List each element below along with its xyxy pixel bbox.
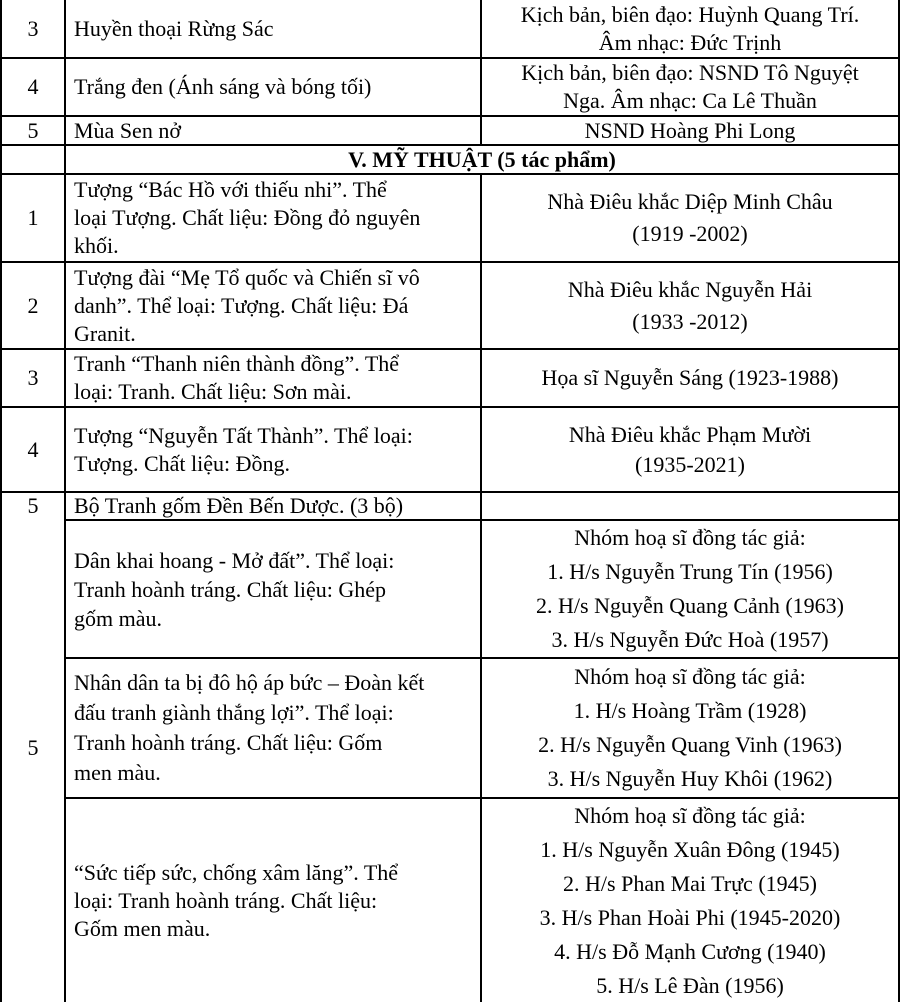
row-number: 2	[27, 292, 39, 318]
row-number: 5	[27, 493, 39, 518]
work-title: Mùa Sen nở	[74, 117, 181, 143]
row-number: 4	[27, 74, 39, 99]
work-title: Nhân dân ta bị đô hộ áp bức – Đoàn kết đấu tranh giành thắng lợi”. Thể loại: Tranh hoành tráng. Chất liệu: Gốm men màu.	[74, 670, 425, 785]
work-author: Nhóm hoạ sĩ đồng tác giả: 1. H/s Hoàng Trầm (1928) 2. H/s Nguyễn Quang Vinh (1963) 3. H/s Nguyễn Huy Khôi (1962)	[538, 664, 842, 791]
work-title: Huyền thoại Rừng Sác	[74, 15, 274, 41]
work-author: NSND Hoàng Phi Long	[584, 117, 796, 143]
row-number: 5	[27, 117, 39, 143]
work-title: Tượng đài “Mẹ Tổ quốc và Chiến sĩ vô danh”. Thể loại: Tượng. Chất liệu: Đá Granit.	[74, 264, 420, 346]
work-title: Trắng đen (Ánh sáng và bóng tối)	[74, 74, 372, 99]
work-author: Họa sĩ Nguyễn Sáng (1923-1988)	[541, 365, 839, 390]
row-number: 5	[27, 735, 39, 760]
work-author: Nhà Điêu khắc Diệp Minh Châu (1919 -2002)	[547, 189, 833, 246]
section-heading: V. MỸ THUẬT (5 tác phẩm)	[348, 146, 616, 172]
group-title: Bộ Tranh gốm Đền Bến Dược. (3 bộ)	[74, 493, 404, 518]
row-number: 4	[27, 436, 39, 462]
work-author: Nhóm hoạ sĩ đồng tác giả: 1. H/s Nguyễn Xuân Đông (1945) 2. H/s Phan Mai Trực (1945) 3. H/s Phan Hoài Phi (1945-2020) 4. H/s Đỗ Mạnh Cương (1940) 5. H/s Lê Đàn (1956)	[539, 803, 841, 998]
work-title: Dân khai hoang - Mở đất”. Thể loại: Tranh hoành tráng. Chất liệu: Ghép gốm màu.	[74, 547, 395, 631]
work-author: Nhà Điêu khắc Phạm Mười (1935-2021)	[568, 421, 812, 477]
work-title: Tượng “Bác Hồ với thiếu nhi”. Thể loại Tượng. Chất liệu: Đồng đỏ nguyên khối.	[74, 177, 421, 258]
row-number: 3	[27, 365, 39, 390]
work-author: Kịch bản, biên đạo: NSND Tô Nguyệt Nga. Âm nhạc: Ca Lê Thuần	[521, 60, 859, 113]
work-author: Nhóm hoạ sĩ đồng tác giả: 1. H/s Nguyễn Trung Tín (1956) 2. H/s Nguyễn Quang Cảnh (1963) 3. H/s Nguyễn Đức Hoà (1957)	[536, 525, 844, 652]
work-title: Tượng “Nguyễn Tất Thành”. Thể loại: Tượng. Chất liệu: Đồng.	[74, 422, 413, 476]
row-number: 3	[27, 15, 39, 41]
work-author: Nhà Điêu khắc Nguyễn Hải (1933 -2012)	[567, 276, 813, 334]
work-author: Kịch bản, biên đạo: Huỳnh Quang Trí. Âm nhạc: Đức Trịnh	[520, 1, 860, 55]
row-number: 1	[27, 205, 39, 230]
work-title: Tranh “Thanh niên thành đồng”. Thể loại: Tranh. Chất liệu: Sơn mài.	[74, 351, 400, 404]
work-title: “Sức tiếp sức, chống xâm lăng”. Thể loại: Tranh hoành tráng. Chất liệu: Gốm men màu.	[74, 859, 399, 941]
